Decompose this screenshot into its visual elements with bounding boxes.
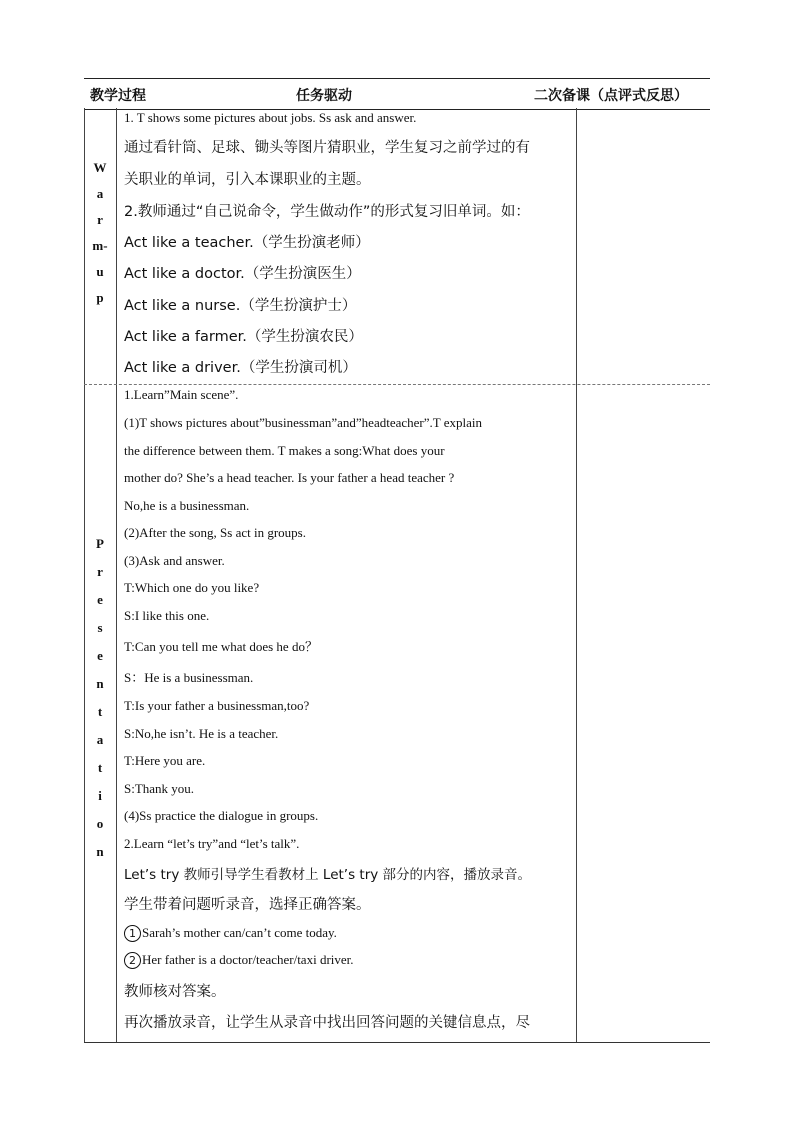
- warmup-line: Act like a nurse.（学生扮演护士）: [124, 298, 357, 314]
- presentation-line: T:Can you tell me what does he do？: [124, 639, 318, 654]
- presentation-letter: o: [96, 816, 104, 831]
- presentation-line: (4)Ss practice the dialogue in groups.: [124, 808, 319, 823]
- presentation-line: 教师核对答案。: [124, 984, 226, 1000]
- presentation-line-circled-2: [124, 952, 354, 969]
- presentation-line: Let’s try 教师引导学生看教材上 Let’s try 部分的内容，播放录音。: [124, 867, 532, 883]
- warmup-line: 1. T shows some pictures about jobs. Ss ask and answer.: [124, 110, 417, 125]
- circled-number: 1: [124, 925, 141, 942]
- warmup-line: 通过看针筒、足球、锄头等图片猜职业，学生复习之前学过的有: [124, 140, 530, 156]
- presentation-line: S:No,he isn’t. He is a teacher.: [124, 726, 279, 741]
- warmup-line: Act like a farmer.（学生扮演农民）: [124, 329, 363, 345]
- warmup-line: 关职业的单词，引入本课职业的主题。: [124, 172, 371, 188]
- presentation-line: (3)Ask and answer.: [124, 553, 225, 568]
- header-second-prep: 二次备课（点评式反思）: [534, 88, 688, 104]
- presentation-letter: n: [96, 676, 104, 691]
- presentation-letter: t: [97, 704, 103, 719]
- circled-number: 2: [124, 952, 141, 969]
- presentation-letter: r: [97, 564, 103, 579]
- warmup-line: Act like a doctor.（学生扮演医生）: [124, 266, 361, 282]
- presentation-letter: P: [96, 536, 104, 551]
- presentation-letter: e: [97, 592, 103, 607]
- presentation-line-text: Sarah’s mother can/can’t come today.: [142, 925, 337, 940]
- presentation-line: 再次播放录音，让学生从录音中找出回答问题的关键信息点，尽: [124, 1015, 530, 1031]
- table-divider-1: [116, 108, 117, 1042]
- warmup-letter: m-: [92, 238, 108, 253]
- table-divider-2: [576, 108, 577, 1042]
- presentation-line: S:I like this one.: [124, 608, 210, 623]
- presentation-line: the difference between them. T makes a song:What does your: [124, 443, 445, 458]
- presentation-line-circled-1: [124, 925, 337, 942]
- table-bottom-border: [84, 1042, 710, 1043]
- presentation-line: (1)T shows pictures about”businessman”and”headteacher”.T explain: [124, 415, 482, 430]
- presentation-letter: a: [96, 732, 104, 747]
- presentation-letter: i: [98, 788, 102, 803]
- header-teaching-process: 教学过程: [90, 88, 146, 104]
- row-divider: [84, 384, 710, 385]
- presentation-line: S：He is a businessman.: [124, 670, 254, 685]
- warmup-letter: u: [96, 264, 104, 279]
- presentation-line: 2.Learn “let’s try”and “let’s talk”.: [124, 836, 300, 851]
- header-task-driven: 任务驱动: [296, 88, 352, 104]
- presentation-line: S:Thank you.: [124, 781, 195, 796]
- warmup-line: Act like a teacher.（学生扮演老师）: [124, 235, 370, 251]
- presentation-letter: s: [97, 620, 103, 635]
- presentation-line: 1.Learn”Main scene”.: [124, 387, 239, 402]
- presentation-line: No,he is a businessman.: [124, 498, 250, 513]
- table-header: [84, 78, 710, 110]
- warmup-letter: p: [96, 290, 104, 305]
- presentation-letter: e: [97, 648, 103, 663]
- warmup-line: Act like a driver.（学生扮演司机）: [124, 360, 357, 376]
- presentation-letter: n: [96, 844, 104, 859]
- warmup-label: [84, 160, 116, 316]
- presentation-line: 学生带着问题听录音，选择正确答案。: [124, 897, 371, 913]
- presentation-line: mother do? She’s a head teacher. Is your father a head teacher ?: [124, 470, 455, 485]
- presentation-label: [84, 536, 116, 872]
- presentation-line: T:Is your father a businessman,too?: [124, 698, 310, 713]
- presentation-line-text: Her father is a doctor/teacher/taxi driver.: [142, 952, 354, 967]
- presentation-line: (2)After the song, Ss act in groups.: [124, 525, 306, 540]
- presentation-letter: t: [97, 760, 103, 775]
- presentation-line: T:Which one do you like?: [124, 580, 260, 595]
- warmup-letter: r: [97, 212, 103, 227]
- warmup-line: 2.教师通过“自己说命令，学生做动作”的形式复习旧单词。如：: [124, 204, 530, 220]
- presentation-line: T:Here you are.: [124, 753, 206, 768]
- warmup-letter: a: [96, 186, 104, 201]
- warmup-letter: W: [93, 160, 107, 175]
